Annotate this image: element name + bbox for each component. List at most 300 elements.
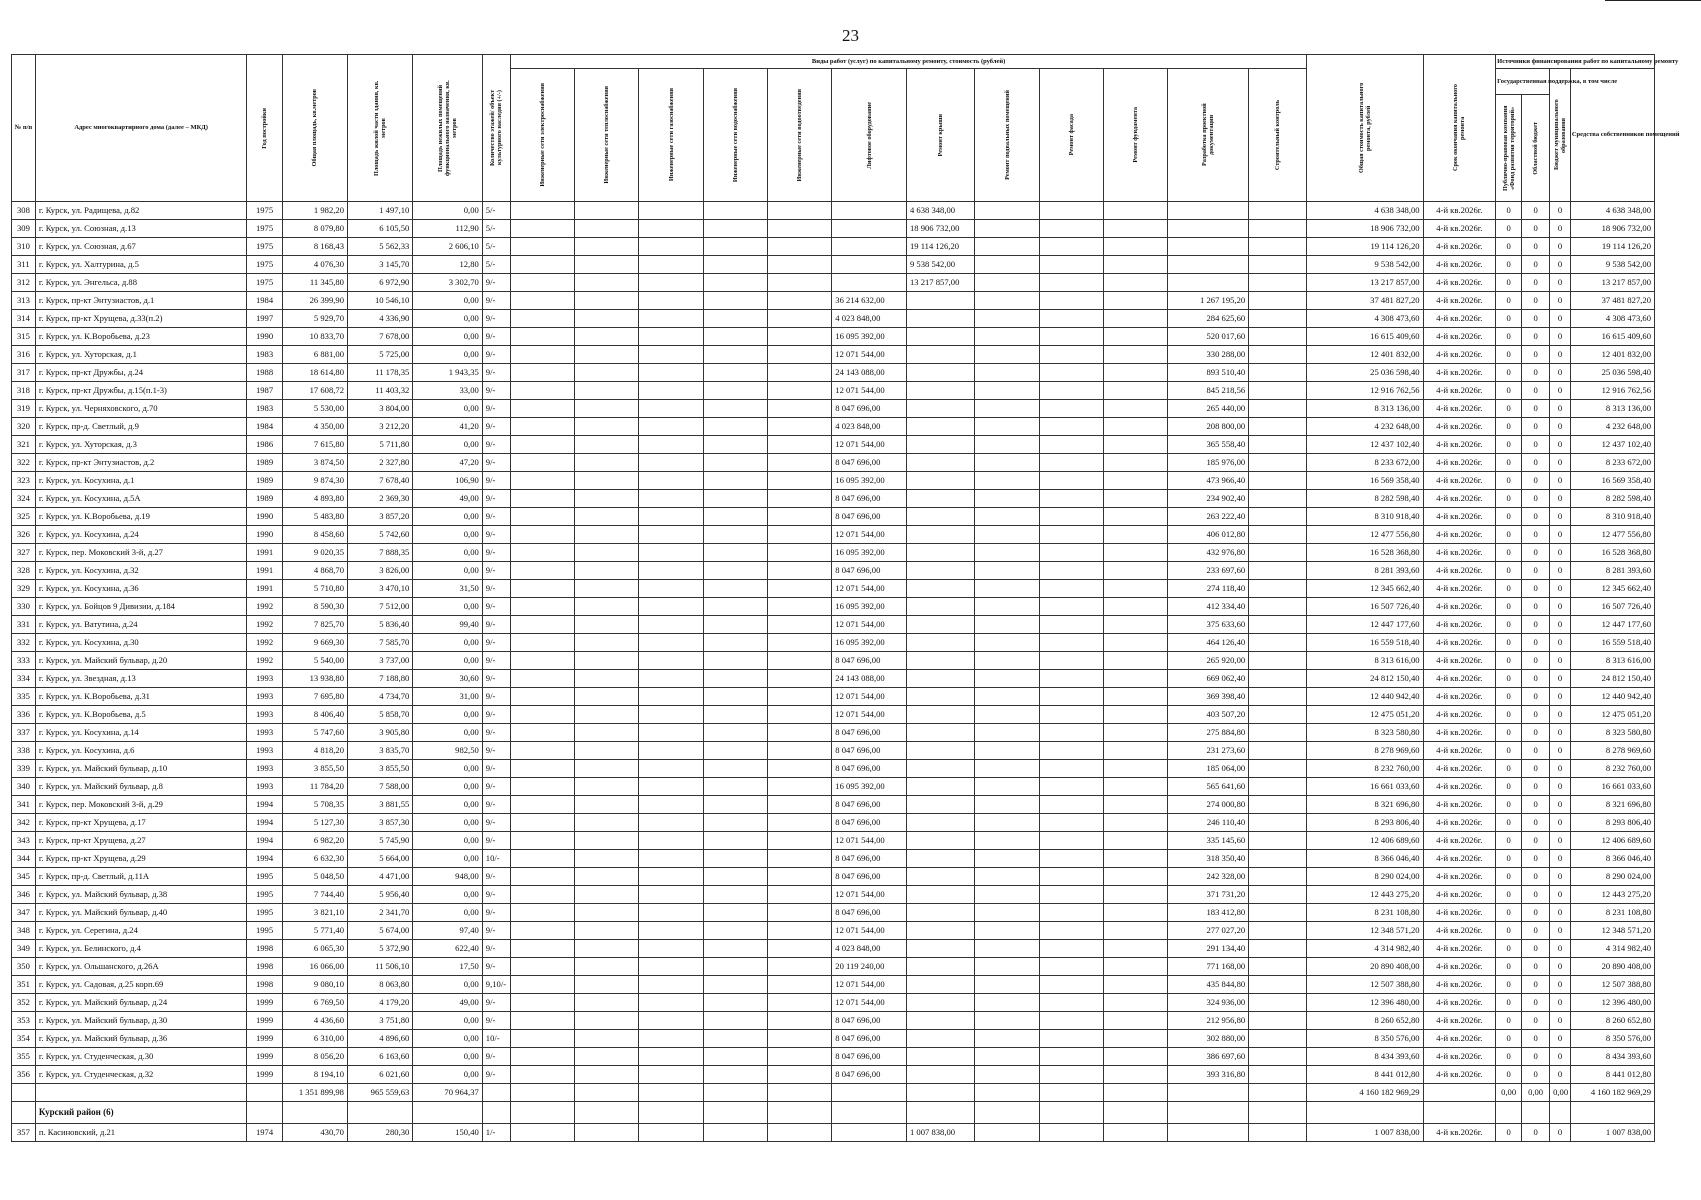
table-row xyxy=(12,508,1655,526)
row-number: 322 xyxy=(12,454,36,472)
row-number: 311 xyxy=(12,256,36,274)
header-owners: Средства собственников помещений xyxy=(1570,69,1654,202)
row-fund: 0 xyxy=(1496,220,1522,238)
row-fund: 0 xyxy=(1496,436,1522,454)
row-total-area: 7 825,70 xyxy=(282,616,347,634)
row-total-cost: 16 528 368,80 xyxy=(1307,544,1423,562)
row-nonres-area: 47,20 xyxy=(413,454,482,472)
row-fund: 0 xyxy=(1496,256,1522,274)
row-floors: 9/- xyxy=(482,940,510,958)
row-number: 333 xyxy=(12,652,36,670)
row-nonres-area: 12,80 xyxy=(413,256,482,274)
row-number: 354 xyxy=(12,1030,36,1048)
table-row xyxy=(12,238,1655,256)
row-deadline: 4-й кв.2026г. xyxy=(1423,346,1496,364)
row-total-cost: 4 314 982,40 xyxy=(1307,940,1423,958)
totals-living-area: 965 559,63 xyxy=(347,1084,412,1102)
row-fund: 0 xyxy=(1496,292,1522,310)
row-municipal: 0 xyxy=(1550,1030,1571,1048)
row-deadline: 4-й кв.2026г. xyxy=(1423,562,1496,580)
page-number: 23 xyxy=(842,26,859,45)
row-living-area: 2 341,70 xyxy=(347,904,412,922)
row-total-cost: 8 290 024,00 xyxy=(1307,868,1423,886)
row-deadline: 4-й кв.2026г. xyxy=(1423,760,1496,778)
row-year: 1988 xyxy=(247,364,282,382)
row-lift: 8 047 696,00 xyxy=(832,454,907,472)
row-year: 1995 xyxy=(247,904,282,922)
row-roof xyxy=(906,508,974,526)
row-total-area: 5 127,30 xyxy=(282,814,347,832)
row-roof xyxy=(906,958,974,976)
row-nonres-area: 41,20 xyxy=(413,418,482,436)
header-finance-group: Источники финансирования работ по капитальному ремонту xyxy=(1496,55,1655,69)
row-fund: 0 xyxy=(1496,652,1522,670)
row-roof xyxy=(906,400,974,418)
table-row xyxy=(12,490,1655,508)
row-floors: 9/- xyxy=(482,724,510,742)
row-living-area: 6 163,60 xyxy=(347,1048,412,1066)
row-roof xyxy=(906,418,974,436)
row-roof xyxy=(906,310,974,328)
row-design xyxy=(1168,274,1249,292)
row-deadline: 4-й кв.2026г. xyxy=(1423,868,1496,886)
row-owners: 12 475 051,20 xyxy=(1570,706,1654,724)
row-owners: 16 528 368,80 xyxy=(1570,544,1654,562)
row-number: 314 xyxy=(12,310,36,328)
row-design: 185 976,00 xyxy=(1168,454,1249,472)
row-address: г. Курск, ул. Студенческая, д.30 xyxy=(35,1048,247,1066)
row-fund: 0 xyxy=(1496,508,1522,526)
row-number: 351 xyxy=(12,976,36,994)
row-nonres-area: 0,00 xyxy=(413,760,482,778)
row-roof xyxy=(906,1012,974,1030)
row-nonres-area: 0,00 xyxy=(413,778,482,796)
district-row xyxy=(12,1102,1655,1124)
header-work-water: Инженерные сети водоснабжения xyxy=(731,87,739,183)
header-nonres-area: Площадь нежилых помещений функционального назначения, кв. метров xyxy=(437,80,459,176)
row-address: г. Курск, ул. Майский бульвар, д.36 xyxy=(35,1030,247,1048)
row-design: 845 218,56 xyxy=(1168,382,1249,400)
row-total-cost: 8 293 806,40 xyxy=(1307,814,1423,832)
row-total-cost: 20 890 408,00 xyxy=(1307,958,1423,976)
row-owners: 8 233 672,00 xyxy=(1570,454,1654,472)
row-regional: 0 xyxy=(1522,940,1550,958)
row-regional: 0 xyxy=(1522,1048,1550,1066)
row-living-area: 3 212,20 xyxy=(347,418,412,436)
row-address: г. Курск, пр-кт Дружбы, д.24 xyxy=(35,364,247,382)
row-year: 1983 xyxy=(247,400,282,418)
row-deadline: 4-й кв.2026г. xyxy=(1423,724,1496,742)
row-floors: 9/- xyxy=(482,436,510,454)
row-owners: 8 281 393,60 xyxy=(1570,562,1654,580)
row-regional: 0 xyxy=(1522,580,1550,598)
row-nonres-area: 0,00 xyxy=(413,1012,482,1030)
table-row xyxy=(12,202,1655,220)
row-roof xyxy=(906,652,974,670)
row-municipal: 0 xyxy=(1550,454,1571,472)
row-regional: 0 xyxy=(1522,274,1550,292)
row-year: 1984 xyxy=(247,292,282,310)
table-row xyxy=(12,670,1655,688)
row-lift: 8 047 696,00 xyxy=(832,508,907,526)
row-nonres-area: 0,00 xyxy=(413,634,482,652)
row-owners: 13 217 857,00 xyxy=(1570,274,1654,292)
row-lift xyxy=(832,238,907,256)
row-lift: 12 071 544,00 xyxy=(832,382,907,400)
row-municipal: 0 xyxy=(1550,1124,1571,1142)
table-row xyxy=(12,526,1655,544)
row-municipal: 0 xyxy=(1550,760,1571,778)
row-floors: 5/- xyxy=(482,220,510,238)
row-owners: 9 538 542,00 xyxy=(1570,256,1654,274)
row-living-area: 5 858,70 xyxy=(347,706,412,724)
row-year: 1975 xyxy=(247,274,282,292)
row-owners: 16 507 726,40 xyxy=(1570,598,1654,616)
row-year: 1994 xyxy=(247,850,282,868)
row-living-area: 8 063,80 xyxy=(347,976,412,994)
row-year: 1993 xyxy=(247,724,282,742)
row-municipal: 0 xyxy=(1550,1048,1571,1066)
row-design: 393 316,80 xyxy=(1168,1066,1249,1084)
row-address: г. Курск, ул. Звездная, д.13 xyxy=(35,670,247,688)
row-living-area: 11 506,10 xyxy=(347,958,412,976)
row-total-area: 8 079,80 xyxy=(282,220,347,238)
row-address: г. Курск, пр-кт Хрущева, д.27 xyxy=(35,832,247,850)
row-number: 340 xyxy=(12,778,36,796)
totals-row xyxy=(12,1084,1655,1102)
row-fund: 0 xyxy=(1496,724,1522,742)
row-fund: 0 xyxy=(1496,238,1522,256)
header-works-group: Виды работ (услуг) по капитальному ремонту, стоимость (рублей) xyxy=(510,55,1307,69)
row-number: 317 xyxy=(12,364,36,382)
row-total-cost: 8 260 652,80 xyxy=(1307,1012,1423,1030)
row-total-cost: 8 321 696,80 xyxy=(1307,796,1423,814)
row-total-area: 3 821,10 xyxy=(282,904,347,922)
header-work-basement: Ремонт подвальных помещений xyxy=(1003,90,1011,180)
row-design xyxy=(1168,1124,1249,1142)
row-deadline: 4-й кв.2026г. xyxy=(1423,1012,1496,1030)
row-year: 1986 xyxy=(247,436,282,454)
row-total-cost: 12 437 102,40 xyxy=(1307,436,1423,454)
row-design: 246 110,40 xyxy=(1168,814,1249,832)
row-living-area: 3 751,80 xyxy=(347,1012,412,1030)
row-lift: 12 071 544,00 xyxy=(832,616,907,634)
row-number: 355 xyxy=(12,1048,36,1066)
row-design: 212 956,80 xyxy=(1168,1012,1249,1030)
row-owners: 12 401 832,00 xyxy=(1570,346,1654,364)
row-regional: 0 xyxy=(1522,256,1550,274)
row-total-cost: 8 434 393,60 xyxy=(1307,1048,1423,1066)
row-deadline: 4-й кв.2026г. xyxy=(1423,508,1496,526)
row-total-area: 9 874,30 xyxy=(282,472,347,490)
row-address: г. Курск, ул. К.Воробьева, д.31 xyxy=(35,688,247,706)
row-floors: 9,10/- xyxy=(482,976,510,994)
row-address: г. Курск, ул. Бойцов 9 Дивизии, д.184 xyxy=(35,598,247,616)
row-number: 345 xyxy=(12,868,36,886)
totals-municipal: 0,00 xyxy=(1550,1084,1571,1102)
row-year: 1989 xyxy=(247,454,282,472)
row-address: г. Курск, ул. Ватутина, д.24 xyxy=(35,616,247,634)
row-living-area: 5 372,90 xyxy=(347,940,412,958)
table-row xyxy=(12,274,1655,292)
row-design: 669 062,40 xyxy=(1168,670,1249,688)
row-roof xyxy=(906,832,974,850)
row-floors: 9/- xyxy=(482,688,510,706)
row-design: 231 273,60 xyxy=(1168,742,1249,760)
table-row xyxy=(12,850,1655,868)
row-total-cost: 8 366 046,40 xyxy=(1307,850,1423,868)
row-address: г. Курск, ул. Черняховского, д.70 xyxy=(35,400,247,418)
row-fund: 0 xyxy=(1496,526,1522,544)
row-fund: 0 xyxy=(1496,598,1522,616)
row-regional: 0 xyxy=(1522,490,1550,508)
row-floors: 9/- xyxy=(482,346,510,364)
row-living-area: 4 734,70 xyxy=(347,688,412,706)
row-deadline: 4-й кв.2026г. xyxy=(1423,706,1496,724)
row-fund: 0 xyxy=(1496,1012,1522,1030)
table-row xyxy=(12,976,1655,994)
row-total-area: 9 080,10 xyxy=(282,976,347,994)
row-address: г. Курск, ул. Майский бульвар, д.10 xyxy=(35,760,247,778)
row-fund: 0 xyxy=(1496,706,1522,724)
table-row xyxy=(12,580,1655,598)
row-roof xyxy=(906,850,974,868)
row-roof xyxy=(906,292,974,310)
row-design xyxy=(1168,220,1249,238)
row-total-cost: 12 916 762,56 xyxy=(1307,382,1423,400)
row-year: 1975 xyxy=(247,220,282,238)
row-owners: 8 313 616,00 xyxy=(1570,652,1654,670)
row-total-area: 8 168,43 xyxy=(282,238,347,256)
row-lift xyxy=(832,202,907,220)
row-fund: 0 xyxy=(1496,346,1522,364)
row-design: 386 697,60 xyxy=(1168,1048,1249,1066)
row-floors: 9/- xyxy=(482,274,510,292)
row-design xyxy=(1168,202,1249,220)
row-floors: 5/- xyxy=(482,202,510,220)
row-design: 185 064,00 xyxy=(1168,760,1249,778)
row-fund: 0 xyxy=(1496,1124,1522,1142)
table-row xyxy=(12,544,1655,562)
row-municipal: 0 xyxy=(1550,220,1571,238)
row-regional: 0 xyxy=(1522,850,1550,868)
row-fund: 0 xyxy=(1496,580,1522,598)
row-roof xyxy=(906,1048,974,1066)
row-floors: 5/- xyxy=(482,238,510,256)
row-fund: 0 xyxy=(1496,274,1522,292)
row-roof xyxy=(906,526,974,544)
row-regional: 0 xyxy=(1522,832,1550,850)
row-fund: 0 xyxy=(1496,310,1522,328)
row-nonres-area: 0,00 xyxy=(413,526,482,544)
row-regional: 0 xyxy=(1522,922,1550,940)
row-owners: 12 916 762,56 xyxy=(1570,382,1654,400)
row-number: 346 xyxy=(12,886,36,904)
row-municipal: 0 xyxy=(1550,328,1571,346)
row-fund: 0 xyxy=(1496,760,1522,778)
table-row xyxy=(12,814,1655,832)
row-design: 324 936,00 xyxy=(1168,994,1249,1012)
row-total-area: 9 020,35 xyxy=(282,544,347,562)
row-nonres-area: 1 943,35 xyxy=(413,364,482,382)
row-design: 263 222,40 xyxy=(1168,508,1249,526)
row-nonres-area: 97,40 xyxy=(413,922,482,940)
row-deadline: 4-й кв.2026г. xyxy=(1423,364,1496,382)
row-address: г. Курск, пер. Моковский 3-й, д.29 xyxy=(35,796,247,814)
row-floors: 9/- xyxy=(482,382,510,400)
row-roof xyxy=(906,796,974,814)
row-deadline: 4-й кв.2026г. xyxy=(1423,976,1496,994)
row-roof: 18 906 732,00 xyxy=(906,220,974,238)
row-regional: 0 xyxy=(1522,346,1550,364)
row-living-area: 4 336,90 xyxy=(347,310,412,328)
row-design xyxy=(1168,256,1249,274)
row-nonres-area: 33,00 xyxy=(413,382,482,400)
row-municipal: 0 xyxy=(1550,508,1571,526)
table-row xyxy=(12,364,1655,382)
row-owners: 12 477 556,80 xyxy=(1570,526,1654,544)
row-nonres-area: 30,60 xyxy=(413,670,482,688)
row-deadline: 4-й кв.2026г. xyxy=(1423,814,1496,832)
table-row xyxy=(12,616,1655,634)
row-number: 348 xyxy=(12,922,36,940)
row-living-area: 280,30 xyxy=(347,1124,412,1142)
row-fund: 0 xyxy=(1496,670,1522,688)
row-nonres-area: 0,00 xyxy=(413,562,482,580)
row-deadline: 4-й кв.2026г. xyxy=(1423,418,1496,436)
row-year: 1989 xyxy=(247,472,282,490)
row-deadline: 4-й кв.2026г. xyxy=(1423,238,1496,256)
row-design: 371 731,20 xyxy=(1168,886,1249,904)
row-floors: 9/- xyxy=(482,994,510,1012)
row-owners: 16 615 409,60 xyxy=(1570,328,1654,346)
row-roof xyxy=(906,598,974,616)
row-design: 473 966,40 xyxy=(1168,472,1249,490)
row-lift: 12 071 544,00 xyxy=(832,922,907,940)
row-living-area: 3 905,80 xyxy=(347,724,412,742)
row-living-area: 5 745,90 xyxy=(347,832,412,850)
row-number: 343 xyxy=(12,832,36,850)
row-fund: 0 xyxy=(1496,778,1522,796)
row-total-area: 17 608,72 xyxy=(282,382,347,400)
row-regional: 0 xyxy=(1522,1124,1550,1142)
row-total-cost: 8 323 580,80 xyxy=(1307,724,1423,742)
row-number: 324 xyxy=(12,490,36,508)
row-nonres-area: 0,00 xyxy=(413,796,482,814)
row-owners: 8 313 136,00 xyxy=(1570,400,1654,418)
row-regional: 0 xyxy=(1522,1030,1550,1048)
row-municipal: 0 xyxy=(1550,832,1571,850)
row-deadline: 4-й кв.2026г. xyxy=(1423,688,1496,706)
row-roof: 1 007 838,00 xyxy=(906,1124,974,1142)
row-design: 335 145,60 xyxy=(1168,832,1249,850)
row-living-area: 3 470,10 xyxy=(347,580,412,598)
row-total-area: 6 982,20 xyxy=(282,832,347,850)
row-address: г. Курск, ул. Хуторская, д.1 xyxy=(35,346,247,364)
row-roof xyxy=(906,580,974,598)
row-fund: 0 xyxy=(1496,1066,1522,1084)
row-lift: 12 071 544,00 xyxy=(832,526,907,544)
row-number: 332 xyxy=(12,634,36,652)
row-design: 330 288,00 xyxy=(1168,346,1249,364)
row-address: г. Курск, ул. Халтурина, д.5 xyxy=(35,256,247,274)
row-year: 1990 xyxy=(247,526,282,544)
row-regional: 0 xyxy=(1522,670,1550,688)
row-total-area: 5 540,00 xyxy=(282,652,347,670)
row-total-cost: 16 507 726,40 xyxy=(1307,598,1423,616)
row-lift: 4 023 848,00 xyxy=(832,310,907,328)
row-owners: 4 314 982,40 xyxy=(1570,940,1654,958)
row-fund: 0 xyxy=(1496,904,1522,922)
row-lift: 8 047 696,00 xyxy=(832,490,907,508)
row-number: 312 xyxy=(12,274,36,292)
row-total-cost: 8 232 760,00 xyxy=(1307,760,1423,778)
row-total-area: 8 590,30 xyxy=(282,598,347,616)
row-nonres-area: 0,00 xyxy=(413,1030,482,1048)
row-nonres-area: 49,00 xyxy=(413,994,482,1012)
row-total-cost: 25 036 598,40 xyxy=(1307,364,1423,382)
row-number: 327 xyxy=(12,544,36,562)
row-number: 308 xyxy=(12,202,36,220)
row-regional: 0 xyxy=(1522,886,1550,904)
row-number: 353 xyxy=(12,1012,36,1030)
row-address: г. Курск, ул. Майский бульвар, д.24 xyxy=(35,994,247,1012)
table-row xyxy=(12,1030,1655,1048)
corner-rule xyxy=(1605,0,1701,1)
table-row xyxy=(12,328,1655,346)
row-lift: 8 047 696,00 xyxy=(832,400,907,418)
row-total-area: 6 310,00 xyxy=(282,1030,347,1048)
row-number: 310 xyxy=(12,238,36,256)
row-lift: 12 071 544,00 xyxy=(832,688,907,706)
row-total-cost: 9 538 542,00 xyxy=(1307,256,1423,274)
row-lift: 8 047 696,00 xyxy=(832,814,907,832)
row-municipal: 0 xyxy=(1550,544,1571,562)
row-lift: 8 047 696,00 xyxy=(832,796,907,814)
row-living-area: 1 497,10 xyxy=(347,202,412,220)
row-lift: 8 047 696,00 xyxy=(832,1066,907,1084)
row-design: 432 976,80 xyxy=(1168,544,1249,562)
header-work-design: Разработка проектной документации xyxy=(1201,103,1216,167)
table-row xyxy=(12,256,1655,274)
row-fund: 0 xyxy=(1496,940,1522,958)
table-row xyxy=(12,454,1655,472)
table-row xyxy=(12,1012,1655,1030)
row-living-area: 4 179,20 xyxy=(347,994,412,1012)
row-total-cost: 12 507 388,80 xyxy=(1307,976,1423,994)
row-address: г. Курск, ул. Косухина, д.24 xyxy=(35,526,247,544)
row-total-area: 18 614,80 xyxy=(282,364,347,382)
row-floors: 9/- xyxy=(482,328,510,346)
row-total-cost: 19 114 126,20 xyxy=(1307,238,1423,256)
header-work-electric: Инженерные сети электроснабжения xyxy=(538,83,546,187)
row-roof xyxy=(906,886,974,904)
row-total-area: 7 744,40 xyxy=(282,886,347,904)
row-lift: 8 047 696,00 xyxy=(832,724,907,742)
row-deadline: 4-й кв.2026г. xyxy=(1423,274,1496,292)
header-work-facade: Ремонт фасада xyxy=(1067,114,1075,156)
row-address: г. Курск, ул. Союзная, д.13 xyxy=(35,220,247,238)
row-total-area: 13 938,80 xyxy=(282,670,347,688)
row-total-area: 5 747,60 xyxy=(282,724,347,742)
row-deadline: 4-й кв.2026г. xyxy=(1423,886,1496,904)
row-design: 265 920,00 xyxy=(1168,652,1249,670)
row-fund: 0 xyxy=(1496,742,1522,760)
row-regional: 0 xyxy=(1522,436,1550,454)
row-total-area: 5 483,80 xyxy=(282,508,347,526)
table-row xyxy=(12,1048,1655,1066)
row-living-area: 5 562,33 xyxy=(347,238,412,256)
